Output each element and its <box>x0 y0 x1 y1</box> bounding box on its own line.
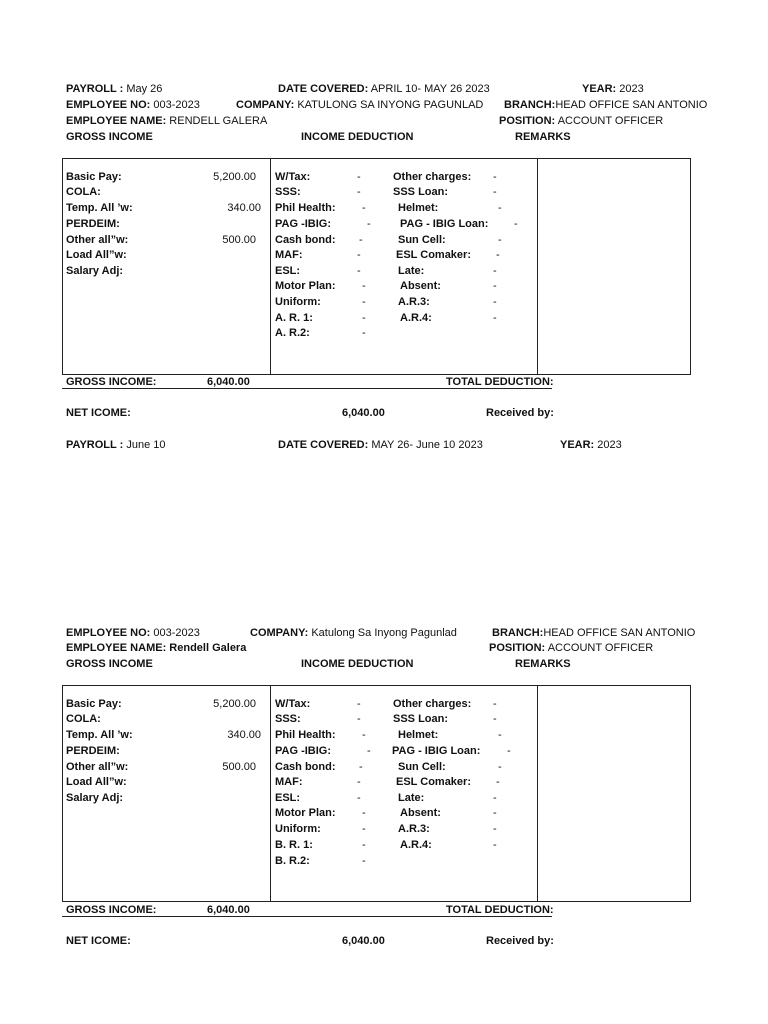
deduction-label: A. R. 1: <box>275 312 313 324</box>
column-divider <box>537 685 538 902</box>
gross-income-total-value: 6,040.00 <box>207 904 250 916</box>
deduction-label: PAG -IBIG: <box>275 745 332 757</box>
branch-line <box>504 99 707 112</box>
income-label: Other all”w: <box>66 234 129 246</box>
other-deduction-label: Sun Cell: <box>398 761 446 773</box>
deduction-value: - <box>357 249 361 261</box>
employee-no-value: 003-2023 <box>153 627 200 639</box>
deduction-label: B. R. 1: <box>275 839 313 851</box>
income-label: Other all”w: <box>66 761 129 773</box>
other-deduction-value: - <box>493 807 497 819</box>
other-deduction-label: Sun Cell: <box>398 234 446 246</box>
column-divider <box>270 685 271 902</box>
payroll-label: PAYROLL : <box>66 83 124 95</box>
payroll-line <box>66 439 165 452</box>
position-label: POSITION: <box>489 642 546 654</box>
year-value: 2023 <box>619 83 644 95</box>
column-divider <box>270 158 271 375</box>
deduction-value: - <box>362 807 366 819</box>
total-deduction-label: TOTAL DEDUCTION: <box>446 376 554 388</box>
other-deduction-label: Helmet: <box>398 202 439 214</box>
deduction-label: Phil Health: <box>275 202 336 214</box>
other-deduction-value: - <box>493 792 497 804</box>
employee-no-value: 003-2023 <box>153 99 200 111</box>
deduction-value: - <box>357 776 361 788</box>
employee-name-label: EMPLOYEE NAME: <box>66 115 167 127</box>
date-covered-line <box>278 439 483 452</box>
employee-name-label: EMPLOYEE NAME: <box>66 642 167 654</box>
income-deduction-heading: INCOME DEDUCTION <box>301 131 414 143</box>
other-deduction-value: - <box>493 698 497 710</box>
position-line <box>499 115 663 128</box>
gross-income-heading: GROSS INCOME <box>66 131 153 143</box>
other-deduction-label: ESL Comaker: <box>396 249 471 261</box>
deduction-value: - <box>357 265 361 277</box>
branch-label: BRANCH: <box>504 99 556 111</box>
employee-no-label: EMPLOYEE NO: <box>66 627 151 639</box>
gross-income-total-value: 6,040.00 <box>207 376 250 388</box>
other-deduction-value: - <box>498 202 502 214</box>
deduction-label: Cash bond: <box>275 234 336 246</box>
income-label: Basic Pay: <box>66 698 122 710</box>
deduction-value: - <box>359 234 363 246</box>
other-deduction-value: - <box>496 776 500 788</box>
year-label: YEAR: <box>560 439 595 451</box>
deduction-label: W/Tax: <box>275 171 311 183</box>
other-deduction-label: PAG - IBIG Loan: <box>392 745 481 757</box>
date-covered-line <box>278 83 490 96</box>
other-deduction-value: - <box>496 249 500 261</box>
date-covered-label: DATE COVERED: <box>278 83 369 95</box>
branch-line <box>492 627 695 640</box>
deduction-value: - <box>362 280 366 292</box>
total-deduction-label: TOTAL DEDUCTION: <box>446 904 554 916</box>
payslip-box-2 <box>62 685 691 902</box>
other-deduction-value: - <box>498 729 502 741</box>
income-label: Load All”w: <box>66 776 127 788</box>
remarks-heading: REMARKS <box>515 131 571 143</box>
income-label: Salary Adj: <box>66 265 124 277</box>
column-divider <box>537 158 538 375</box>
branch-label: BRANCH: <box>492 627 544 639</box>
position-label: POSITION: <box>499 115 556 127</box>
income-label: Temp. All ’w: <box>66 729 133 741</box>
income-value: 500.00 <box>222 761 256 773</box>
employee-name-value: RENDELL GALERA <box>169 115 268 127</box>
deduction-value: - <box>362 327 366 339</box>
deduction-value: - <box>362 839 366 851</box>
other-deduction-label: PAG - IBIG Loan: <box>400 218 489 230</box>
deduction-value: - <box>357 186 361 198</box>
deduction-value: - <box>357 713 361 725</box>
company-label: COMPANY: <box>236 99 295 111</box>
income-label: COLA: <box>66 186 101 198</box>
income-label: Load All”w: <box>66 249 127 261</box>
deduction-label: PAG -IBIG: <box>275 218 332 230</box>
net-income-value: 6,040.00 <box>342 407 385 419</box>
company-value: KATULONG SA INYONG PAGUNLAD <box>297 99 484 111</box>
employee-no-line <box>66 99 200 112</box>
income-value: 500.00 <box>222 234 256 246</box>
deduction-label: Cash bond: <box>275 761 336 773</box>
deduction-label: Uniform: <box>275 823 321 835</box>
deduction-label: SSS: <box>275 186 301 198</box>
income-value: 340.00 <box>227 729 261 741</box>
gross-income-heading: GROSS INCOME <box>66 658 153 670</box>
employee-name-line <box>66 115 267 128</box>
date-covered-label: DATE COVERED: <box>278 439 369 451</box>
other-deduction-value: - <box>498 234 502 246</box>
income-label: Basic Pay: <box>66 171 122 183</box>
payroll-value: May 26 <box>126 83 163 95</box>
other-deduction-label: A.R.3: <box>398 823 430 835</box>
payslip-box-1 <box>62 158 691 375</box>
deduction-value: - <box>362 312 366 324</box>
company-value: Katulong Sa Inyong Pagunlad <box>311 627 457 639</box>
other-deduction-label: SSS Loan: <box>393 186 449 198</box>
deduction-label: W/Tax: <box>275 698 311 710</box>
other-deduction-value: - <box>507 745 511 757</box>
company-label: COMPANY: <box>250 627 309 639</box>
net-income-value: 6,040.00 <box>342 935 385 947</box>
other-deduction-label: Helmet: <box>398 729 439 741</box>
income-label: Temp. All ’w: <box>66 202 133 214</box>
employee-name-value: Rendell Galera <box>169 642 247 654</box>
date-covered-value: APRIL 10- MAY 26 2023 <box>370 83 490 95</box>
deduction-value: - <box>357 171 361 183</box>
other-deduction-value: - <box>493 713 497 725</box>
branch-value: HEAD OFFICE SAN ANTONIO <box>543 627 696 639</box>
deduction-value: - <box>362 296 366 308</box>
income-label: COLA: <box>66 713 101 725</box>
totals-underline <box>62 916 552 917</box>
employee-no-line <box>66 627 200 640</box>
other-deduction-label: Other charges: <box>393 171 472 183</box>
gross-income-total-label: GROSS INCOME: <box>66 904 157 916</box>
employee-no-label: EMPLOYEE NO: <box>66 99 151 111</box>
other-deduction-label: ESL Comaker: <box>396 776 471 788</box>
income-label: PERDEIM: <box>66 745 120 757</box>
year-line <box>582 83 644 96</box>
income-value: 340.00 <box>227 202 261 214</box>
deduction-label: B. R.2: <box>275 855 310 867</box>
payroll-line <box>66 83 162 96</box>
other-deduction-value: - <box>493 265 497 277</box>
deduction-label: MAF: <box>275 776 303 788</box>
other-deduction-value: - <box>493 839 497 851</box>
other-deduction-value: - <box>493 171 497 183</box>
other-deduction-value: - <box>493 312 497 324</box>
position-value: ACCOUNT OFFICER <box>557 115 664 127</box>
other-deduction-value: - <box>493 280 497 292</box>
other-deduction-label: A.R.4: <box>400 312 432 324</box>
year-line <box>560 439 622 452</box>
received-by-label: Received by: <box>486 935 554 947</box>
deduction-value: - <box>367 218 371 230</box>
company-line <box>236 99 483 112</box>
deduction-value: - <box>359 761 363 773</box>
net-income-label: NET ICOME: <box>66 407 131 419</box>
other-deduction-label: Late: <box>398 265 425 277</box>
deduction-label: ESL: <box>275 265 301 277</box>
income-label: Salary Adj: <box>66 792 124 804</box>
other-deduction-label: Absent: <box>400 280 441 292</box>
position-value: ACCOUNT OFFICER <box>547 642 654 654</box>
year-label: YEAR: <box>582 83 617 95</box>
deduction-value: - <box>362 202 366 214</box>
other-deduction-value: - <box>514 218 518 230</box>
deduction-label: ESL: <box>275 792 301 804</box>
other-deduction-value: - <box>493 296 497 308</box>
company-line <box>250 627 457 640</box>
deduction-value: - <box>367 745 371 757</box>
other-deduction-value: - <box>493 186 497 198</box>
other-deduction-label: A.R.4: <box>400 839 432 851</box>
income-deduction-heading: INCOME DEDUCTION <box>301 658 414 670</box>
totals-underline <box>62 388 552 389</box>
date-covered-value: MAY 26- June 10 2023 <box>371 439 483 451</box>
position-line <box>489 642 653 655</box>
other-deduction-label: Absent: <box>400 807 441 819</box>
other-deduction-label: Late: <box>398 792 425 804</box>
received-by-label: Received by: <box>486 407 554 419</box>
deduction-label: Phil Health: <box>275 729 336 741</box>
income-value: 5,200.00 <box>213 698 256 710</box>
deduction-value: - <box>362 729 366 741</box>
deduction-label: A. R.2: <box>275 327 310 339</box>
income-label: PERDEIM: <box>66 218 120 230</box>
other-deduction-label: A.R.3: <box>398 296 430 308</box>
other-deduction-value: - <box>493 823 497 835</box>
other-deduction-value: - <box>498 761 502 773</box>
other-deduction-label: Other charges: <box>393 698 472 710</box>
payroll-label: PAYROLL : <box>66 439 124 451</box>
deduction-value: - <box>357 792 361 804</box>
other-deduction-label: SSS Loan: <box>393 713 449 725</box>
deduction-value: - <box>357 698 361 710</box>
remarks-heading: REMARKS <box>515 658 571 670</box>
net-income-label: NET ICOME: <box>66 935 131 947</box>
year-value: 2023 <box>597 439 622 451</box>
deduction-label: Motor Plan: <box>275 807 336 819</box>
employee-name-line <box>66 642 246 655</box>
deduction-value: - <box>362 823 366 835</box>
branch-value: HEAD OFFICE SAN ANTONIO <box>555 99 708 111</box>
deduction-label: MAF: <box>275 249 303 261</box>
deduction-label: SSS: <box>275 713 301 725</box>
deduction-label: Motor Plan: <box>275 280 336 292</box>
gross-income-total-label: GROSS INCOME: <box>66 376 157 388</box>
income-value: 5,200.00 <box>213 171 256 183</box>
payroll-value: June 10 <box>126 439 166 451</box>
deduction-value: - <box>362 855 366 867</box>
deduction-label: Uniform: <box>275 296 321 308</box>
